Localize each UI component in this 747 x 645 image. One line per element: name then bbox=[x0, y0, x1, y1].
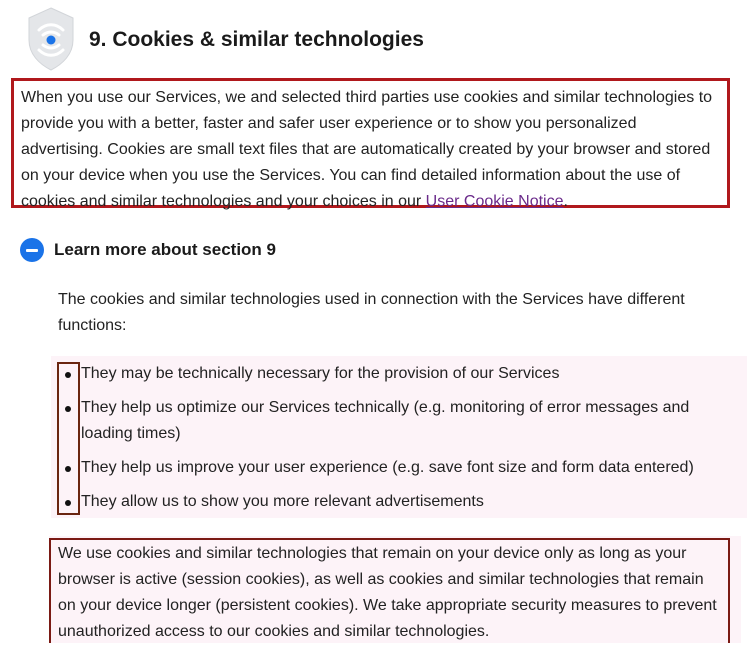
section-title: 9. Cookies & similar technologies bbox=[89, 28, 424, 51]
list-item bbox=[58, 489, 718, 515]
list-item bbox=[58, 395, 718, 447]
bullet-dot bbox=[65, 500, 71, 506]
intro-trailing: . bbox=[563, 193, 568, 210]
user-cookie-notice-link[interactable]: User Cookie Notice bbox=[425, 193, 564, 210]
list-item bbox=[58, 455, 718, 481]
list-item bbox=[58, 361, 718, 387]
final-paragraph-box bbox=[49, 538, 730, 643]
list-item-text: They allow us to show you more relevant advertisements bbox=[81, 493, 484, 510]
list-item-text: They help us optimize our Services technically (e.g. monitoring of error messages and loading times) bbox=[81, 399, 690, 442]
minus-circle-icon[interactable] bbox=[20, 238, 44, 262]
list-item-text: They may be technically necessary for the provision of our Services bbox=[81, 365, 560, 382]
intro-paragraph-box bbox=[11, 78, 730, 208]
bullet-dot bbox=[65, 372, 71, 378]
bullet-dot bbox=[65, 406, 71, 412]
intro-text: When you use our Services, we and selected third parties use cookies and similar technologies to provide you with a better, faster and safer user experience or to show you personalized advertising. Cookies are small text files that are automatically created by your browser and stored on your device when you use the Services. You can find detailed information about the use of cookies and similar technologies and your choices in our bbox=[21, 89, 713, 210]
list-item-text: They help us improve your user experience (e.g. save font size and form data entered) bbox=[81, 459, 694, 476]
functions-intro: The cookies and similar technologies used in connection with the Services have different functions: bbox=[58, 291, 685, 334]
section-header bbox=[26, 6, 76, 72]
shield-wifi-icon bbox=[26, 6, 76, 72]
functions-list bbox=[58, 361, 718, 523]
learn-more-label: Learn more about section 9 bbox=[54, 240, 276, 259]
final-paragraph: We use cookies and similar technologies that remain on your device only as long as your browser is active (session cookies), as well as cookies and similar technologies that remain on your device longer (persistent cookies). We take appropriate security measures to prevent unauthorized access to our cookies and similar technologies. bbox=[58, 545, 717, 640]
bullet-dot bbox=[65, 466, 71, 472]
learn-more-toggle[interactable] bbox=[20, 237, 276, 263]
intro-paragraph bbox=[21, 85, 721, 215]
